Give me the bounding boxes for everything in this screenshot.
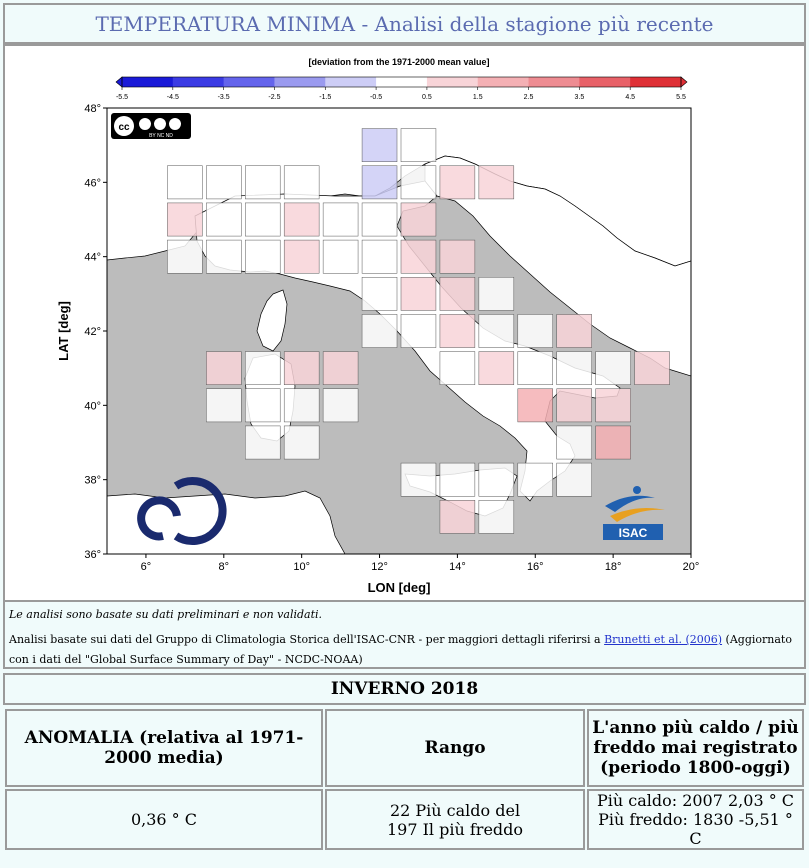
- source-text: [9, 630, 801, 670]
- colorbar-tick-label: -1.5: [319, 94, 332, 101]
- grid-cell: [206, 203, 241, 236]
- colorbar-tick-label: 4.5: [625, 94, 636, 101]
- cc-text: cc: [118, 122, 130, 133]
- grid-cell: [401, 240, 436, 273]
- colorbar-title: [deviation from the 1971-2000 mean value]: [308, 57, 490, 67]
- grid-cell: [362, 240, 397, 273]
- y-tick-label: 48°: [84, 103, 101, 115]
- grid-cell: [596, 352, 631, 385]
- grid-cell: [206, 352, 241, 385]
- grid-cell: [479, 314, 514, 347]
- colorbar-tick-label: 5.5: [676, 94, 686, 101]
- y-axis-label: LAT [deg]: [56, 301, 71, 361]
- grid-cell: [206, 240, 241, 273]
- colorbar-segment: [325, 77, 376, 87]
- colorbar-segment: [274, 77, 325, 87]
- grid-cell: [401, 203, 436, 236]
- x-tick-label: 6°: [140, 561, 152, 573]
- y-tick-label: 38°: [84, 474, 101, 487]
- grid-cell: [518, 352, 553, 385]
- grid-cell: [362, 203, 397, 236]
- grid-cell: [284, 203, 319, 236]
- grid-cell: [245, 352, 280, 385]
- grid-cell: [284, 240, 319, 273]
- grid-cell: [167, 166, 202, 199]
- colorbar-segment: [376, 77, 427, 87]
- grid-cell: [479, 352, 514, 385]
- header-anomaly: ANOMALIA (relativa al 1971-2000 media): [5, 709, 323, 787]
- header-record: L'anno più caldo / più freddo mai registrato (periodo 1800-oggi): [587, 709, 804, 787]
- colorbar-tick-label: -3.5: [217, 94, 230, 101]
- grid-cell: [245, 389, 280, 422]
- colorbar-segment: [579, 77, 630, 87]
- colorbar-tick-label: 0.5: [422, 94, 432, 101]
- x-tick-label: 8°: [218, 561, 230, 573]
- grid-cell: [518, 314, 553, 347]
- x-tick-label: 16°: [526, 561, 544, 573]
- grid-cell: [401, 277, 436, 310]
- grid-cell: [323, 352, 358, 385]
- notes-panel: [3, 602, 806, 669]
- x-tick-label: 18°: [604, 561, 622, 573]
- grid-cell: [362, 166, 397, 199]
- grid-cell: [284, 389, 319, 422]
- grid-cell: [440, 314, 475, 347]
- grid-cell: [596, 426, 631, 459]
- x-tick-label: 14°: [449, 561, 466, 573]
- grid-cell: [245, 203, 280, 236]
- grid-cell: [440, 166, 475, 199]
- grid-cell: [440, 352, 475, 385]
- page-title: TEMPERATURA MINIMA - Analisi della stagione più recente: [95, 11, 714, 36]
- colorbar-segment: [529, 77, 580, 87]
- grid-cell: [440, 500, 475, 533]
- y-tick-label: 40°: [84, 400, 101, 413]
- disclaimer-text: Le analisi sono basate su dati preliminari e non validati.: [9, 608, 323, 621]
- grid-cell: [440, 463, 475, 496]
- grid-cell: [518, 463, 553, 496]
- grid-cell: [284, 426, 319, 459]
- source-text-post: (Aggiornato con i dati del "Global Surface Summary of Day" - NCDC-NOAA): [9, 633, 792, 666]
- title-bar: [3, 3, 806, 44]
- x-tick-label: 10°: [293, 561, 310, 573]
- cc-license-badge: [111, 113, 191, 139]
- grid-cell: [557, 463, 592, 496]
- grid-cell: [596, 389, 631, 422]
- colorbar: [116, 77, 687, 87]
- grid-cell: [440, 240, 475, 273]
- rank-cold: 197 Il più freddo: [386, 819, 524, 839]
- grid-cell: [206, 389, 241, 422]
- grid-cell: [362, 314, 397, 347]
- grid-cell: [557, 389, 592, 422]
- grid-cell: [401, 463, 436, 496]
- grid-cell: [518, 389, 553, 422]
- rank-warm: 22 Più caldo del: [389, 800, 521, 820]
- grid-cell: [167, 240, 202, 273]
- grid-cell: [557, 426, 592, 459]
- cc-terms-text: BY NC ND: [149, 133, 173, 139]
- anomaly-value: 0,36 ° C: [5, 789, 323, 850]
- stats-table: [3, 707, 806, 852]
- grid-cell: [401, 166, 436, 199]
- grid-cell: [635, 352, 670, 385]
- season-header: [3, 673, 806, 705]
- colorbar-segment: [630, 77, 681, 87]
- colorbar-tick-label: -0.5: [370, 94, 383, 101]
- colorbar-tick-label: -4.5: [166, 94, 179, 101]
- y-tick-label: 46°: [84, 177, 101, 190]
- colorbar-arrow-low: [116, 77, 122, 87]
- colorbar-segment: [224, 77, 275, 87]
- rank-value: [325, 789, 585, 850]
- colorbar-segment: [478, 77, 529, 87]
- colorbar-segment: [122, 77, 173, 87]
- x-tick-label: 12°: [371, 561, 388, 573]
- colorbar-tick-label: -2.5: [268, 94, 281, 101]
- grid-cell: [401, 129, 436, 162]
- colorbar-segment: [427, 77, 478, 87]
- table-header-row: [5, 709, 804, 787]
- brunetti-link[interactable]: Brunetti et al. (2006): [604, 633, 723, 646]
- grid-cell: [323, 240, 358, 273]
- colorbar-tick-label: 3.5: [574, 94, 585, 101]
- header-rank: Rango: [325, 709, 585, 787]
- grid-cell: [557, 352, 592, 385]
- record-value: [587, 789, 804, 850]
- colorbar-tick-label: 1.5: [472, 94, 483, 101]
- grid-cell: [245, 426, 280, 459]
- map-area: [107, 108, 691, 554]
- anomaly-map: [5, 46, 804, 600]
- grid-cell: [362, 277, 397, 310]
- table-row: [5, 789, 804, 850]
- grid-cell: [323, 389, 358, 422]
- grid-cell: [245, 240, 280, 273]
- colorbar-tick-label: -5.5: [115, 94, 129, 101]
- record-warm: Più caldo: 2007 2,03 ° C: [596, 791, 795, 810]
- grid-cell: [479, 277, 514, 310]
- grid-cell: [362, 129, 397, 162]
- colorbar-tick-label: 2.5: [523, 94, 534, 101]
- grid-cell: [440, 277, 475, 310]
- grid-cell: [245, 166, 280, 199]
- record-cold: Più freddo: 1830 -5,51 ° C: [598, 810, 793, 848]
- y-tick-label: 42°: [84, 326, 101, 338]
- source-text-pre: Analisi basate sui dati del Gruppo di Climatologia Storica dell'ISAC-CNR - per maggiori dettagli riferirsi a: [9, 633, 605, 646]
- season-title: INVERNO 2018: [330, 679, 479, 699]
- x-tick-label: 20°: [682, 561, 700, 573]
- colorbar-tick-labels: [116, 87, 686, 101]
- colorbar-segment: [173, 77, 224, 87]
- isac-logo-text: ISAC: [618, 526, 648, 540]
- grid-cell: [479, 500, 514, 533]
- grid-cell: [323, 203, 358, 236]
- y-tick-label: 44°: [84, 251, 101, 264]
- grid-cell: [479, 166, 514, 199]
- map-panel: [3, 44, 806, 602]
- grid-cell: [479, 463, 514, 496]
- x-axis-label: LON [deg]: [367, 580, 431, 595]
- grid-cell: [167, 203, 202, 236]
- colorbar-arrow-high: [681, 77, 687, 87]
- grid-cell: [206, 166, 241, 199]
- grid-cell: [557, 314, 592, 347]
- grid-cell: [284, 166, 319, 199]
- y-tick-label: 36°: [84, 549, 101, 561]
- grid-cell: [401, 314, 436, 347]
- grid-cell: [284, 352, 319, 385]
